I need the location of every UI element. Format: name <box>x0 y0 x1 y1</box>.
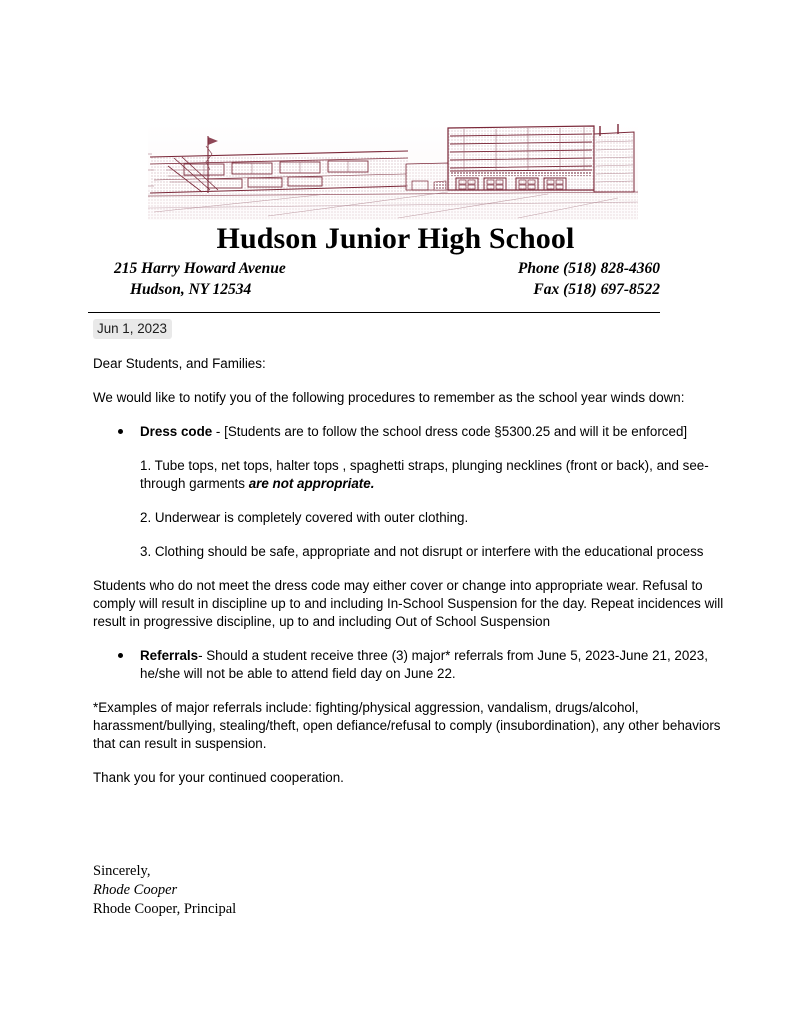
dress-code-item-1-text: 1. Tube tops, net tops, halter tops , spaghetti straps, plunging necklines (front or back), and see-through garments <box>140 458 709 491</box>
bullet-referrals-text <box>140 647 733 683</box>
printed-signature-name: Rhode Cooper, Principal <box>93 901 237 917</box>
salutation: Dear Students, and Families: <box>93 356 266 371</box>
closing-thanks: Thank you for your continued cooperation. <box>93 770 344 785</box>
school-phone: Phone (518) 828-4360 <box>517 260 660 277</box>
referrals-label: Referrals <box>140 648 199 663</box>
dress-code-item-1 <box>93 457 733 493</box>
letter-date-line <box>93 318 733 339</box>
sign-off: Sincerely, <box>93 863 151 879</box>
contact-row-2 <box>88 279 660 300</box>
letterhead-divider <box>88 312 660 313</box>
intro-paragraph: We would like to notify you of the following procedures to remember as the school year winds down: <box>93 390 685 405</box>
school-address-line2: Hudson, NY 12534 <box>130 281 252 298</box>
dress-code-label: Dress code <box>140 424 213 439</box>
dress-code-item-2: 2. Underwear is completely covered with outer clothing. <box>140 510 469 525</box>
bullet-dot-icon <box>118 653 123 658</box>
dress-code-item-1-emphasis: are not appropriate. <box>248 476 375 491</box>
dress-code-item-3: 3. Clothing should be safe, appropriate and not disrupt or interfere with the educational process <box>140 544 704 559</box>
school-address-line1: 215 Harry Howard Avenue <box>114 260 286 277</box>
letter-body <box>93 318 733 787</box>
signature-block <box>93 862 236 919</box>
bullet-dress-code <box>93 423 733 441</box>
school-fax: Fax (518) 697-8522 <box>533 281 660 298</box>
school-building-photo <box>148 124 638 220</box>
bullet-dress-code-text <box>140 423 733 441</box>
bullet-dot-icon <box>118 429 123 434</box>
handwritten-signature: Rhode Cooper <box>93 882 178 898</box>
school-name-title: Hudson Junior High School <box>216 222 575 255</box>
referrals-label-suffix: - Should a student receive three (3) major* referrals from June 5, 2023-June 21, 2023, he/she will not be able to attend field day on June 22. <box>140 648 708 681</box>
school-building-illustration <box>148 124 638 220</box>
letter-date: Jun 1, 2023 <box>93 319 172 339</box>
bullet-referrals <box>93 647 733 683</box>
school-contact-block <box>88 258 660 300</box>
contact-row-1 <box>88 258 660 279</box>
enforcement-paragraph: Students who do not meet the dress code may either cover or change into appropriate wear. Refusal to comply will result in discipline up to and including In-School Suspension for the day. Repeat incidences will result in progressive discipline, up to and including Out of School Suspension <box>93 578 724 629</box>
dress-code-label-suffix: - [Students are to follow the school dress code §5300.25 and will it be enforced] <box>212 424 688 439</box>
examples-paragraph: *Examples of major referrals include: fighting/physical aggression, vandalism, drugs/alcohol, harassment/bullying, stealing/theft, open defiance/refusal to comply (insubordination), any other behaviors that can result in suspension. <box>93 700 721 751</box>
